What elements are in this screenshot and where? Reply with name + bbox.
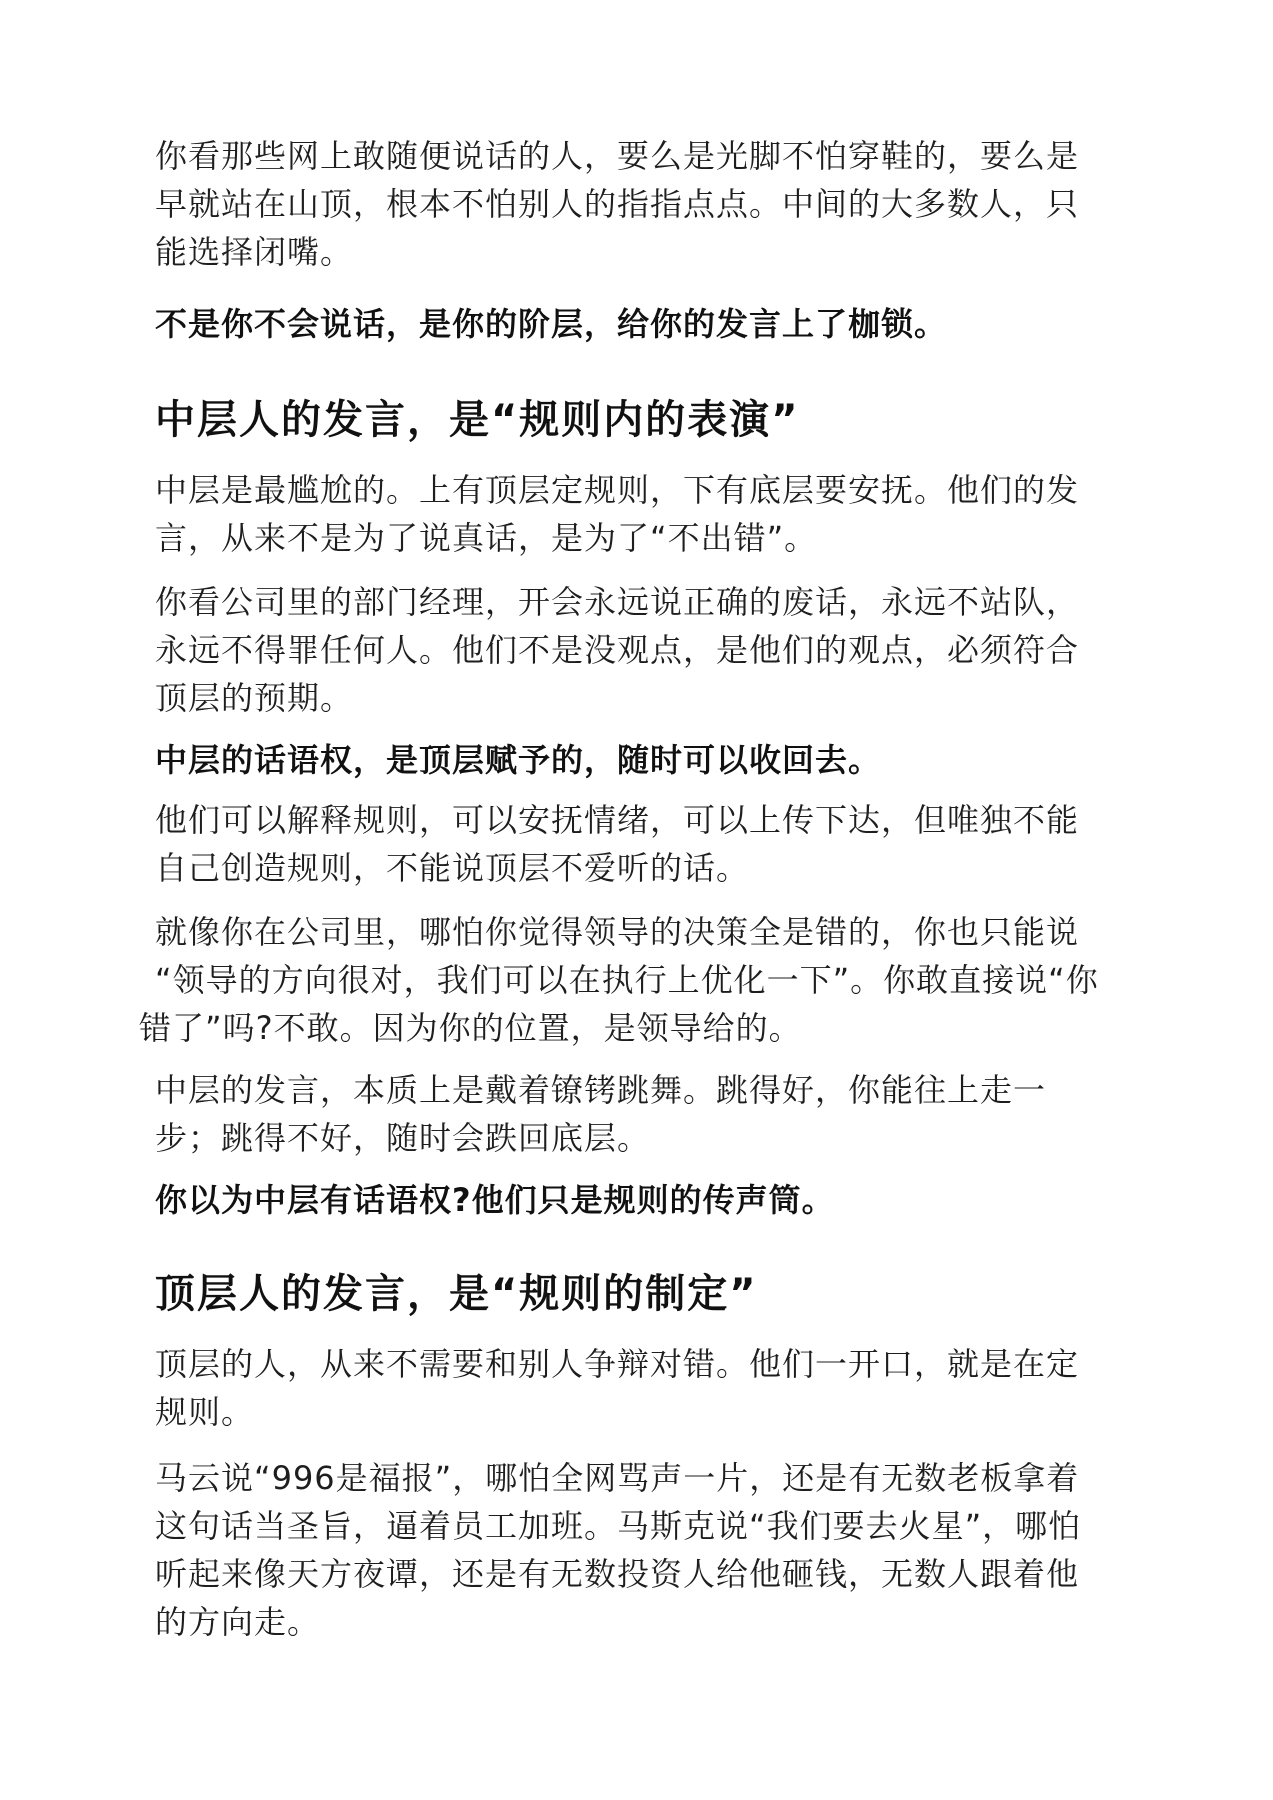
bold-statement-granted-voice	[155, 736, 1115, 784]
text-line: 能选择闭嘴。	[155, 233, 354, 271]
text-line: 听起来像天方夜谭，还是有无数投资人给他砸钱，无数人跟着他	[155, 1555, 1080, 1593]
paragraph-online-speech	[155, 132, 1115, 276]
text-line: 这句话当圣旨，逼着员工加班。马斯克说“我们要去火星”，哪怕	[155, 1507, 1082, 1545]
paragraph-top-rules	[155, 1340, 1115, 1436]
text-line: 言，从来不是为了说真话，是为了“不出错”。	[155, 519, 818, 557]
text-line: 就像你在公司里，哪怕你觉得领导的决策全是错的，你也只能说	[155, 913, 1080, 951]
paragraph-leader-decision	[139, 908, 1115, 1052]
bold-statement-mouthpiece	[155, 1176, 1115, 1224]
text-line: 中层是最尴尬的。上有顶层定规则，下有底层要安抚。他们的发	[155, 471, 1080, 509]
text-line: 马云说“996是福报”，哪怕全网骂声一片，还是有无数老板拿着	[155, 1459, 1080, 1497]
text-line: 永远不得罪任何人。他们不是没观点，是他们的观点，必须符合	[155, 631, 1080, 669]
text-line: 的方向走。	[155, 1603, 321, 1641]
paragraph-examples	[155, 1454, 1115, 1646]
text-line: 早就站在山顶，根本不怕别人的指指点点。中间的大多数人，只	[155, 185, 1080, 223]
paragraph-middle-awkward	[155, 466, 1115, 562]
text-line: “领导的方向很对，我们可以在执行上优化一下”。你敢直接说“你	[155, 961, 1099, 999]
text-line: 你看公司里的部门经理，开会永远说正确的废话，永远不站队，	[155, 583, 1080, 621]
bold-statement-shackles	[155, 300, 1115, 348]
paragraph-explain-rules	[155, 796, 1115, 892]
text-line: 规则。	[155, 1393, 255, 1431]
section-heading-middle-class: 中层人的发言，是“规则内的表演”	[155, 397, 800, 443]
section-heading-top-class: 顶层人的发言，是“规则的制定”	[155, 1271, 758, 1317]
text-line: 自己创造规则，不能说顶层不爱听的话。	[155, 849, 750, 887]
text-line: 你以为中层有话语权?他们只是规则的传声筒。	[155, 1181, 835, 1219]
text-line: 错了”吗?不敢。因为你的位置，是领导给的。	[139, 1009, 802, 1047]
text-line: 你看那些网上敢随便说话的人，要么是光脚不怕穿鞋的，要么是	[155, 137, 1080, 175]
text-line: 步；跳得不好，随时会跌回底层。	[155, 1119, 651, 1157]
text-line: 顶层的预期。	[155, 679, 354, 717]
text-line: 不是你不会说话，是你的阶层，给你的发言上了枷锁。	[155, 305, 948, 343]
text-line: 他们可以解释规则，可以安抚情绪，可以上传下达，但唯独不能	[155, 801, 1080, 839]
text-line: 中层的话语权，是顶层赋予的，随时可以收回去。	[155, 741, 882, 779]
text-line: 顶层的人，从来不需要和别人争辩对错。他们一开口，就是在定	[155, 1345, 1080, 1383]
text-line: 中层的发言，本质上是戴着镣铐跳舞。跳得好，你能往上走一	[155, 1071, 1047, 1109]
paragraph-department-manager	[155, 578, 1115, 722]
paragraph-dancing-in-shackles	[155, 1066, 1115, 1162]
